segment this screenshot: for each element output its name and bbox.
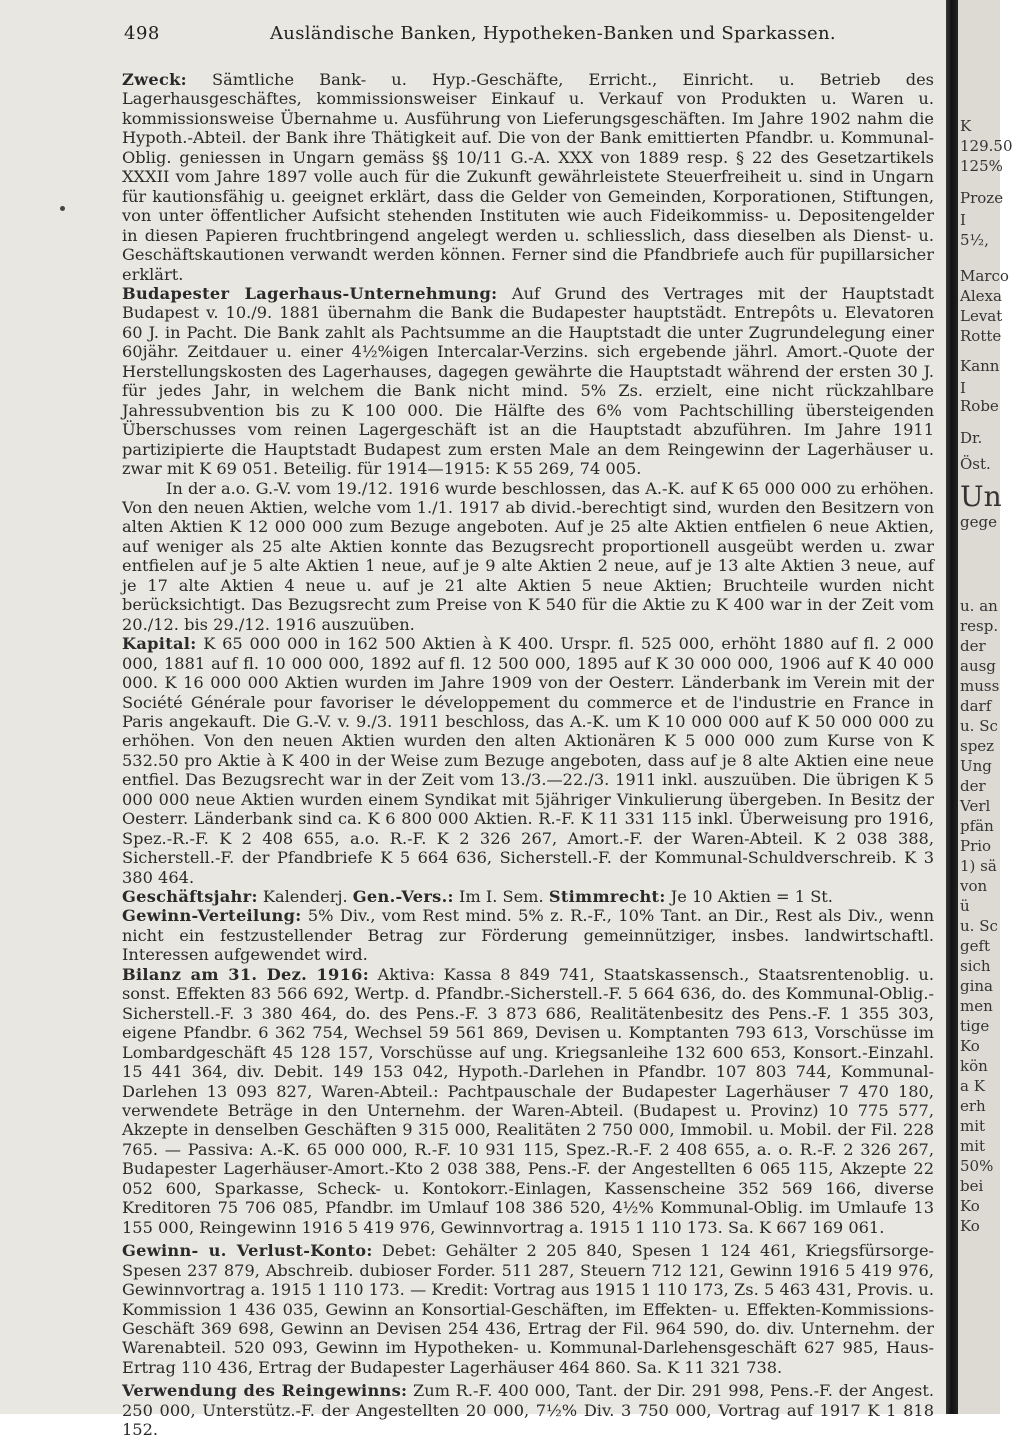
adjacent-page-fragment: Verl: [960, 797, 991, 815]
section-body: In der a.o. G.-V. vom 19./12. 1916 wurde beschlossen, das A.-K. auf K 65 000 000 zu erhöhen. Von den neuen Aktien, welche vom 1./1. 1917 ab divid.-berechtigt sind, wurden den Besitzern von alten Aktien K 12 000 000 zum Bezuge angeboten. Auf je 25 alte Aktien entfielen 6 neue Aktien, auf weniger als 25 alte Aktien konnte das Bezugsrecht proportionell ausgeübt werden u. zwar entfielen auf je 5 alte Aktien 1 neue, auf je 9 alte Aktien 2 neue, auf je 13 alte Aktien 3 neue, auf je 17 alte Aktien 4 neue u. auf je 21 alte Aktien 5 neue Aktien; Bruchteile wurden nicht berücksichtigt. Das Bezugsrecht zum Preise von K 540 für die Aktie zu K 400 war in der Zeit vom 20./12. bis 29./12. 1916 auszuüben.: [122, 478, 934, 634]
adjacent-page-fragment: men: [960, 997, 993, 1015]
body-text: [122, 70, 934, 1440]
section-heading: Kapital:: [122, 634, 197, 654]
adjacent-page-fragment: Dr.: [960, 429, 983, 447]
adjacent-page-fragment: sich: [960, 957, 991, 975]
adjacent-page-fragment: Ko: [960, 1037, 980, 1055]
adjacent-page-fragment: gege: [960, 513, 997, 531]
adjacent-page-fragment: geft: [960, 937, 991, 955]
adjacent-page-fragment: Marco: [960, 267, 1009, 285]
adjacent-page-fragment: pfän: [960, 817, 994, 835]
section-body: K 65 000 000 in 162 500 Aktien à K 400. Urspr. fl. 525 000, erhöht 1880 auf fl. 2 000 000, 1881 auf fl. 10 000 000, 1892 auf fl. 12 500 000, 1895 auf K 30 000 000, 1906 auf K 40 000 000. K 16 000 000 Aktien wurden im Jahre 1909 von der Oesterr. Länderbank im Verein mit der Société Générale pour favoriser le développement du commerce et de l'industrie en France in Paris angekauft. Die G.-V. v. 9./3. 1911 beschloss, das A.-K. um K 10 000 000 auf K 50 000 000 zu erhöhen. Von den neuen Aktien wurden den alten Aktionären K 5 000 000 zum Kurse von K 532.50 pro Aktie à K 400 in der Weise zum Bezuge angeboten, dass auf je 8 alte Aktien eine neue entfiel. Das Bezugsrecht war in der Zeit vom 13./3.—22./3. 1911 inkl. auszuüben. Die übrigen K 5 000 000 neue Aktien wurden einem Syndikat mit 5jähriger Vinkulierung übergeben. In Besitz der Oesterr. Länderbank sind ca. K 6 800 000 Aktien. R.-F. K 11 331 115 inkl. Überweisung pro 1916, Spez.-R.-F. K 2 408 655, a.o. R.-F. K 2 326 267, Amort.-F. der Waren-Abteil. K 2 038 388, Sicherstell.-F. der Pfandbriefe K 5 664 636, Sicherstell.-F. der Kommunal-Schuldverschreib. K 3 380 464.: [122, 634, 934, 887]
section-heading: Budapester Lagerhaus-Unternehmung:: [122, 283, 498, 303]
adjacent-page-fragment: Alexa: [960, 287, 1002, 305]
page-header: [124, 22, 934, 46]
section-heading: Verwendung des Reingewinns:: [122, 1381, 408, 1401]
adjacent-page-fragment: Un: [960, 480, 1002, 513]
adjacent-page-edge: [958, 0, 1013, 1414]
adjacent-page-fragment: Proze: [960, 189, 1004, 207]
section-body: Je 10 Aktien = 1 St.: [665, 887, 833, 907]
adjacent-page-fragment: a K: [960, 1077, 985, 1095]
adjacent-page-fragment: u. Sc: [960, 717, 998, 735]
page-number: 498: [124, 23, 160, 44]
adjacent-page-fragment: Levat: [960, 307, 1003, 325]
section-zweck: [122, 70, 934, 284]
section-body: 5% Div., vom Rest mind. 5% z. R.-F., 10% Tant. an Dir., Rest als Div., wenn nicht ein festzustellender Betrag zur Förderung gemeinnütziger, insbes. landwirtschaftl. Interessen aufgewendet wird.: [122, 906, 934, 965]
section-body: Im I. Sem.: [453, 887, 549, 907]
adjacent-page-fragment: mit: [960, 1117, 986, 1135]
adjacent-page-fragment: gina: [960, 977, 994, 995]
adjacent-page-fragment: tige: [960, 1017, 990, 1035]
adjacent-page-fragment: mit: [960, 1137, 986, 1155]
adjacent-page-fragment: 5½,: [960, 231, 989, 249]
section-verwendung: [122, 1381, 934, 1439]
section-body: Auf Grund des Vertrages mit der Hauptstadt Budapest v. 10./9. 1881 übernahm die Bank die Budapester hauptstädt. Entrepôts u. Elevatoren 60 J. in Pacht. Die Bank zahlt als Pachtsumme an die Hauptstadt die unter Zugrundelegung einer 60jähr. Zeitdauer u. einer 4½%igen Intercalar-Verzins. sich ergebende jährl. Amort.-Quote der Herstellungskosten des Lagerhauses, dagegen gewährte die Hauptstadt während der ersten 30 J. für jedes Jahr, in welchem die Bank nicht mind. 5% Zs. erzielt, eine nicht rückzahlbare Jahressubvention bis zu K 100 000. Die Hälfte des 6% vom Pachtschilling übersteigenden Überschusses vom reinen Lagergeschäft ist an die Hauptstadt abzuführen. Im Jahre 1911 partizipierte die Hauptstadt Budapest zum ersten Male an dem Reingewinn der Lagerhäuser u. zwar mit K 69 051. Beteilig. für 1914—1915: K 55 269, 74 005.: [122, 283, 934, 479]
adjacent-page-fragment: muss: [960, 677, 1000, 695]
adjacent-page-fragment: I: [960, 211, 966, 229]
section-gewinn-verteilung: [122, 906, 934, 964]
adjacent-page-fragment: erh: [960, 1097, 986, 1115]
section-heading: Gewinn-Verteilung:: [122, 906, 302, 926]
adjacent-page-fragment: Ko: [960, 1217, 980, 1235]
adjacent-page-fragment: Rotte: [960, 327, 1002, 345]
running-title: Ausländische Banken, Hypotheken-Banken und Sparkassen.: [270, 23, 836, 44]
adjacent-page-fragment: Kann: [960, 357, 1000, 375]
adjacent-page-fragment: Ung: [960, 757, 992, 775]
adjacent-page-fragment: der: [960, 777, 986, 795]
adjacent-page-fragment: von: [960, 877, 988, 895]
margin-dot: [60, 206, 65, 211]
adjacent-page-fragment: darf: [960, 697, 992, 715]
adjacent-page-fragment: 125%: [960, 157, 1003, 175]
adjacent-page-fragment: I: [960, 379, 966, 397]
adjacent-page-fragment: 129.50: [960, 137, 1013, 155]
adjacent-page-fragment: resp.: [960, 617, 999, 635]
section-heading: Stimmrecht:: [548, 887, 666, 907]
section-lagerhaus: [122, 284, 934, 479]
section-gewinn-verlust: [122, 1241, 934, 1377]
section-kapital: [122, 634, 934, 887]
adjacent-page-fragment: u. Sc: [960, 917, 998, 935]
adjacent-page-fragment: 1) sä: [960, 857, 997, 875]
section-bilanz: [122, 965, 934, 1237]
adjacent-page-fragment: 50%: [960, 1157, 994, 1175]
adjacent-page-fragment: spez: [960, 737, 995, 755]
section-geschaeftsjahr: [122, 887, 934, 906]
adjacent-page-fragment: Ko: [960, 1197, 980, 1215]
adjacent-page-fragment: Robe: [960, 397, 999, 415]
section-body: Zum R.-F. 400 000, Tant. der Dir. 291 998, Pens.-F. der Angest. 250 000, Unterstütz.-F. der Angestellten 20 000, 7½% Div. 3 750 000, Vortrag auf 1917 K 1 818 152.: [122, 1381, 934, 1440]
adjacent-page-fragment: kön: [960, 1057, 988, 1075]
section-heading: Geschäftsjahr:: [122, 887, 258, 907]
section-heading: Gen.-Vers.:: [352, 887, 454, 907]
adjacent-page-fragment: der: [960, 637, 986, 655]
adjacent-page-fragment: Prio: [960, 837, 992, 855]
adjacent-page-fragment: ausg: [960, 657, 996, 675]
adjacent-page-fragment: Öst.: [960, 455, 991, 473]
section-body: Sämtliche Bank- u. Hyp.-Geschäfte, Erricht., Einricht. u. Betrieb des Lagerhausgeschäftes, kommissionsweiser Einkauf u. Verkauf von Produkten u. Waren u. kommissionsweise Übernahme u. Ausführung von Lieferungsgeschäften. Im Jahre 1902 nahm die Hypoth.-Abteil. der Bank ihre Thätigkeit auf. Die von der Bank emittierten Pfandbr. u. Kommunal-Oblig. geniessen in Ungarn gemäss §§ 10/11 G.-A. XXX von 1889 resp. § 22 des Gesetzartikels XXXII vom Jahre 1897 volle auch für die Zukunft gewährleistete Steuerfreiheit u. sind in Ungarn für kautionsfähig u. geeignet erklärt, dass die Gelder von Gemeinden, Korporationen, Stiftungen, von unter öffentlicher Aufsicht stehenden Instituten wie auch Fideikommiss- u. Depositengelder in diesen Papieren fruchtbringend angelegt werden u. schliesslich, dass dieselben als Dienst- u. Geschäftskautionen verwandt werden können. Ferner sind die Pfandbriefe auch für pupillarsicher erklärt.: [122, 70, 934, 284]
section-body: Debet: Gehälter 2 205 840, Spesen 1 124 461, Kriegsfürsorge-Spesen 237 879, Abschreib. dubioser Forder. 511 287, Steuern 712 121, Gewinn 1916 5 419 976, Gewinnvortrag a. 1915 1 110 173. — Kredit: Vortrag aus 1915 1 110 173, Zs. 5 463 431, Provis. u. Kommission 1 436 035, Gewinn an Konsortial-Geschäften, im Effekten- u. Effekten-Kommissions-Geschäft 369 698, Gewinn an Devisen 254 436, Ertrag der Fil. 964 590, do. div. Unternehm. der Warenabteil. 520 093, Gewinn im Hypotheken- u. Kommunal-Darlehensgeschäft 627 985, Haus-Ertrag 110 436, Ertrag der Budapester Lagerhäuser 464 860. Sa. K 11 321 738.: [122, 1241, 935, 1377]
section-heading: Gewinn- u. Verlust-Konto:: [122, 1241, 373, 1261]
section-heading: Zweck:: [122, 70, 187, 89]
adjacent-page-fragment: bei: [960, 1177, 984, 1195]
section-body: Kalenderj.: [257, 887, 353, 907]
adjacent-page-fragment: ü: [960, 897, 970, 915]
section-heading: Bilanz am 31. Dez. 1916:: [122, 964, 370, 984]
adjacent-page-fragment: u. an: [960, 597, 998, 615]
adjacent-page-fragment: K: [960, 117, 972, 135]
section-gv-1916: [122, 479, 934, 635]
section-body: Aktiva: Kassa 8 849 741, Staatskassensch., Staatsrentenoblig. u. sonst. Effekten 83 566 692, Wertp. d. Pfandbr.-Sicherstell.-F. 5 664 636, do. des Kommunal-Oblig.-Sicherstell.-F. 3 380 464, do. des Pens.-F. 3 873 686, Realitätenbesitz des Pens.-F. 1 355 303, eigene Pfandbr. 6 362 754, Wechsel 59 561 869, Devisen u. Komptanten 793 613, Vorschüsse im Lombardgeschäft 45 128 157, Vorschüsse auf ung. Kriegsanleihe 132 600 653, Konsort.-Einzahl. 15 441 364, div. Debit. 149 153 042, Hypoth.-Darlehen in Pfandbr. 107 803 744, Kommunal-Darlehen 13 093 827, Waren-Abteil.: Pachtpauschale der Budapester Lagerhäuser 7 470 180, verwendete Beträge in den Unternehm. der Waren-Abteil. (Budapest u. Provinz) 10 775 577, Akzepte in denselben Geschäften 9 315 000, Realitäten 2 750 000, Immobil. u. Mobil. der Fil. 228 765. — Passiva: A.-K. 65 000 000, R.-F. 10 931 115, Spez.-R.-F. 2 408 655, a. o. R.-F. 2 326 267, Budapester Lagerhäuser-Amort.-Kto 2 038 388, Pens.-F. der Angestellten 6 065 115, Akzepte 22 052 600, Sparkasse, Scheck- u. Kontokorr.-Einlagen, Kassenscheine 352 569 166, diverse Kreditoren 75 706 085, Pfandbr. im Umlauf 108 386 520, 4½% Kommunal-Oblig. im Umlaufe 13 155 000, Reingewinn 1916 5 419 976, Gewinnvortrag a. 1915 1 110 173. Sa. K 667 169 061.: [122, 964, 934, 1237]
